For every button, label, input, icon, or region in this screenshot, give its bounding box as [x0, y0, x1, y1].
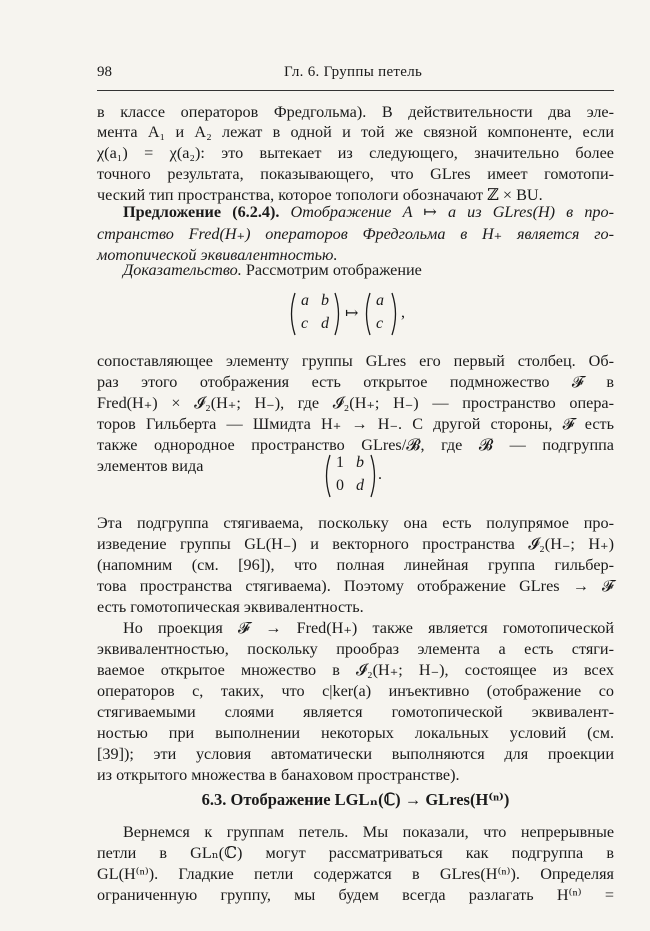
- matrix-map-display: [288, 290, 418, 338]
- text-line: точного результата, показывающего, что GLres имеет гомотопи-: [97, 165, 614, 183]
- bracket-right: [371, 455, 375, 497]
- text-line: GL(H⁽ⁿ⁾). Гладкие петли содержатся в GLres(H⁽ⁿ⁾). Определяя: [97, 865, 614, 883]
- bracket-left: [367, 293, 371, 335]
- matrix-entry: d: [321, 315, 329, 332]
- matrix-entry: c: [301, 315, 309, 332]
- text-line: изведение группы GL(H₋) и векторного пространства 𝓘₂(H₋; H₊): [97, 535, 614, 553]
- maps-to-arrow: ↦: [345, 305, 359, 322]
- text-line: Fred(H₊) × 𝓘₂(H₊; H₋), где 𝓘₂(H₊; H₋) — пространство опера-: [97, 394, 614, 412]
- page-header: [97, 64, 614, 86]
- text-line: ваемое открытое множество в 𝓘₂(H₊; H₋), состоящее из всех: [97, 661, 614, 679]
- matrix-display: [323, 452, 393, 500]
- punctuation: .: [378, 466, 382, 483]
- text-line: эквивалентностью, поскольку прообраз элемента a есть стяги-: [97, 640, 614, 658]
- vector-entry: a: [376, 292, 384, 309]
- section-heading: 6.3. Отображение LGLₙ(ℂ) → GLres(H⁽ⁿ⁾): [201, 790, 510, 809]
- page-number: 98: [97, 64, 112, 80]
- text-line: Но проекция 𝓕 → Fred(H₊) также является гомотопической: [123, 619, 614, 637]
- matrix-entry: 0: [336, 477, 344, 494]
- text-line: мента A₁ и A₂ лежат в одной и той же связной компоненте, если: [97, 123, 614, 141]
- text-line: операторов c, таких, что c|ker(a) инъективно (отображение со: [97, 682, 614, 700]
- text-line: из открытого множества в банаховом пространстве).: [97, 766, 460, 784]
- book-page: [97, 0, 614, 931]
- matrix-entry: 1: [336, 454, 344, 471]
- text-line: есть гомотопическая эквивалентность.: [97, 598, 364, 616]
- proposition-label: Предложение (6.2.4).: [123, 203, 280, 221]
- text-line: стягиваемыми слоями является гомотопической эквивалент-: [97, 703, 614, 721]
- matrix-entry: a: [301, 292, 309, 309]
- text-line: [39]); эти условия автоматически выполняются для проекции: [97, 745, 614, 763]
- proof-line: [97, 260, 614, 280]
- text-line: ограниченную группу, мы будем всегда разлагать H⁽ⁿ⁾ =: [97, 886, 614, 904]
- text-line: това пространства стягиваема). Поэтому отображение GLres → 𝓕: [97, 577, 614, 595]
- text-line: также однородное пространство GLres/𝓑, где 𝓑 — подгруппа: [97, 436, 614, 454]
- matrix-entry: b: [321, 292, 329, 309]
- proposition-line: [97, 202, 614, 222]
- matrix-entry: b: [356, 454, 364, 471]
- proposition-line: мотопической эквивалентностью.: [97, 246, 338, 264]
- proposition-line: странство Fred(H₊) операторов Фредгольма в H₊ является го-: [97, 225, 614, 243]
- text-line: Эта подгруппа стягиваема, поскольку она есть полупрямое про-: [97, 514, 614, 532]
- header-rule: [97, 90, 614, 91]
- text-line: ностью при выполнении некоторых локальных условий (см.: [97, 724, 614, 742]
- text-line: Вернемся к группам петель. Мы показали, что непрерывные: [123, 823, 614, 841]
- text-line: (напомним (см. [96]), что полная линейная группа гильбер-: [97, 556, 614, 574]
- punctuation: ,: [401, 304, 405, 321]
- bracket-right: [335, 293, 339, 335]
- proof-label: Доказательство.: [123, 261, 242, 279]
- proof-intro: Рассмотрим отображение: [241, 261, 422, 279]
- text-line: раз этого отображения есть открытое подмножество 𝓕 в: [97, 373, 614, 391]
- bracket-left: [327, 455, 331, 497]
- running-title: Гл. 6. Группы петель: [284, 64, 423, 80]
- text-line: петли в GLₙ(ℂ) могут рассматриваться как подгруппа в: [97, 844, 614, 862]
- text-line: торов Гильберта — Шмидта H₊ → H₋. С другой стороны, 𝓕 есть: [97, 415, 614, 433]
- matrix-entry: d: [356, 477, 364, 494]
- bracket-left: [292, 293, 296, 335]
- bracket-right: [392, 293, 396, 335]
- proposition-text: Отображение A ↦ a из GLres(H) в про-: [279, 203, 614, 221]
- vector-entry: c: [376, 315, 384, 332]
- text-line: в классе операторов Фредгольма). В действительности два эле-: [97, 103, 614, 121]
- text-line: элементов вида: [97, 457, 204, 475]
- text-line: сопоставляющее элементу группы GLres его первый столбец. Об-: [97, 352, 614, 370]
- text-line: χ(a₁) = χ(a₂): это вытекает из следующего, значительно более: [97, 144, 614, 162]
- text-line: ческий тип пространства, которое топологи обозначают ℤ × BU.: [97, 186, 543, 204]
